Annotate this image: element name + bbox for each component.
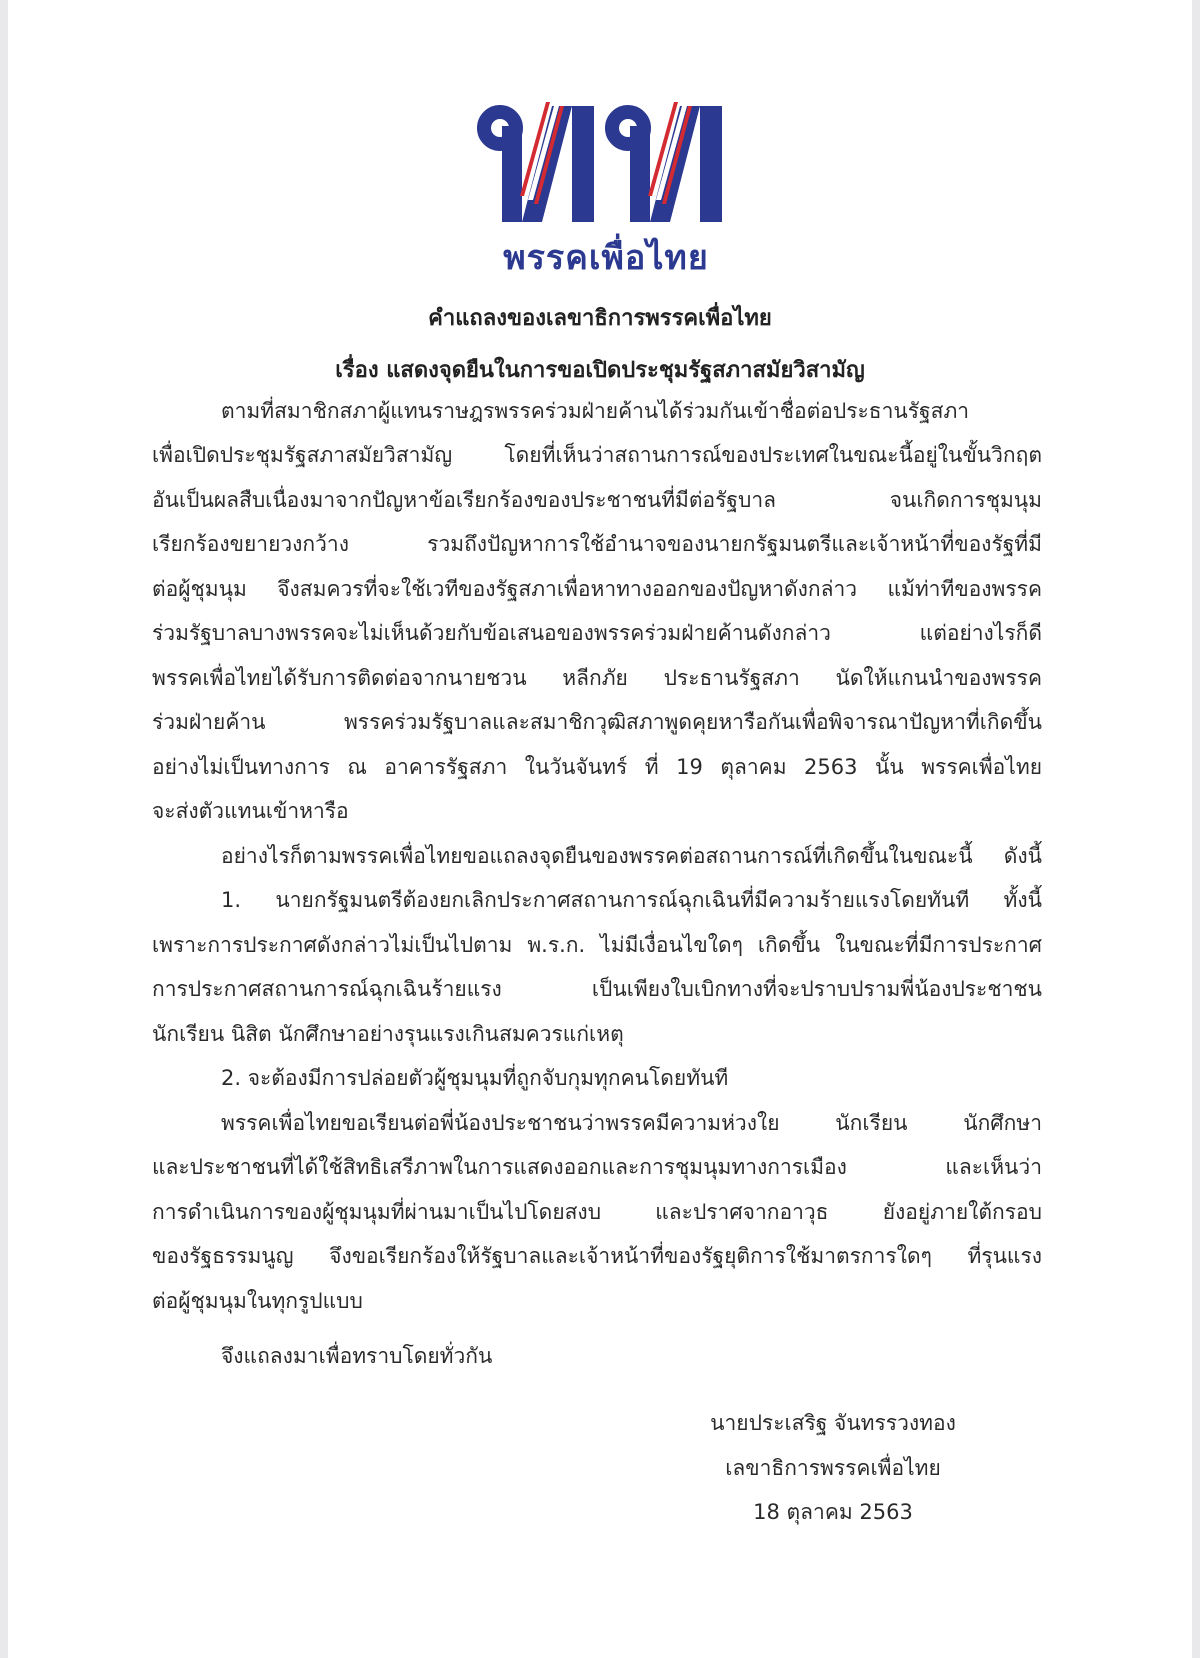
paragraph-1-line: เรียกร้องขยายวงกว้าง รวมถึงปัญหาการใช้อำนาจของนายกรัฐมนตรีและเจ้าหน้าที่ของรัฐที่มี xyxy=(152,532,1042,556)
paragraph-1-line: เพื่อเปิดประชุมรัฐสภาสมัยวิสามัญ โดยที่เห็นว่าสถานการณ์ของประเทศในขณะนี้อยู่ในขั้นวิกฤต xyxy=(152,443,1042,467)
document-page xyxy=(8,0,1192,1658)
party-name-logotype: พรรคเพื่อไทย xyxy=(503,238,709,278)
paragraph-1-line: ร่วมฝ่ายค้าน พรรคร่วมรัฐบาลและสมาชิกวุฒิสภาพูดคุยหารือกันเพื่อพิจารณาปัญหาที่เกิดขึ้น xyxy=(152,710,1042,734)
paragraph-1-line: ต่อผู้ชุมนุม จึงสมควรที่จะใช้เวทีของรัฐสภาเพื่อหาทางออกของปัญหาดังกล่าว แม้ท่าทีของพรรค xyxy=(152,577,1042,601)
point-2-line: 2. จะต้องมีการปล่อยตัวผู้ชุมนุมที่ถูกจับกุมทุกคนโดยทันที xyxy=(221,1066,729,1090)
paragraph-3-line: ต่อผู้ชุมนุมในทุกรูปแบบ xyxy=(152,1289,363,1313)
point-1-line: การประกาศสถานการณ์ฉุกเฉินร้ายแรง เป็นเพียงใบเบิกทางที่จะปราบปรามพี่น้องประชาชน xyxy=(152,977,1042,1001)
point-1-line: 1. นายกรัฐมนตรีต้องยกเลิกประกาศสถานการณ์ฉุกเฉินที่มีความร้ายแรงโดยทันที ทั้งนี้ xyxy=(221,888,1042,912)
paragraph-2-line: อย่างไรก็ตามพรรคเพื่อไทยขอแถลงจุดยืนของพรรคต่อสถานการณ์ที่เกิดขึ้นในขณะนี้ ดังนี้ xyxy=(221,844,1042,868)
document-subject: เรื่อง แสดงจุดยืนในการขอเปิดประชุมรัฐสภาสมัยวิสามัญ xyxy=(335,358,865,383)
paragraph-1-line: อย่างไม่เป็นทางการ ณ อาคารรัฐสภา ในวันจันทร์ ที่ 19 ตุลาคม 2563 นั้น พรรคเพื่อไทย xyxy=(152,755,1042,779)
document-title: คำแถลงของเลขาธิการพรรคเพื่อไทย xyxy=(428,306,772,331)
closing-line: จึงแถลงมาเพื่อทราบโดยทั่วกัน xyxy=(221,1344,493,1368)
point-1-line: เพราะการประกาศดังกล่าวไม่เป็นไปตาม พ.ร.ก. ไม่มีเงื่อนไขใดๆ เกิดขึ้น ในขณะที่มีการประกาศ xyxy=(152,933,1042,957)
paragraph-3-line: พรรคเพื่อไทยขอเรียนต่อพี่น้องประชาชนว่าพรรคมีความห่วงใย นักเรียน นักศึกษา xyxy=(221,1111,1042,1135)
paragraph-3-line: การดำเนินการของผู้ชุมนุมที่ผ่านมาเป็นไปโดยสงบ และปราศจากอาวุธ ยังอยู่ภายใต้กรอบ xyxy=(152,1200,1042,1224)
paragraph-3-line: และประชาชนที่ได้ใช้สิทธิเสรีภาพในการแสดงออกและการชุมนุมทางการเมือง และเห็นว่า xyxy=(152,1155,1042,1179)
paragraph-1-line: ตามที่สมาชิกสภาผู้แทนราษฎรพรรคร่วมฝ่ายค้านได้ร่วมกันเข้าชื่อต่อประธานรัฐสภา xyxy=(221,399,970,423)
statement-date: 18 ตุลาคม 2563 xyxy=(753,1500,913,1524)
paragraph-1-line: อันเป็นผลสืบเนื่องมาจากปัญหาข้อเรียกร้องของประชาชนที่มีต่อรัฐบาล จนเกิดการชุมนุม xyxy=(152,488,1042,512)
signatory-position: เลขาธิการพรรคเพื่อไทย xyxy=(725,1456,941,1480)
point-1-line: นักเรียน นิสิต นักศึกษาอย่างรุนแรงเกินสมควรแก่เหตุ xyxy=(152,1022,624,1046)
paragraph-1-line: พรรคเพื่อไทยได้รับการติดต่อจากนายชวน หลีกภัย ประธานรัฐสภา นัดให้แกนนำของพรรค xyxy=(152,666,1042,690)
party-logo xyxy=(476,100,736,280)
paragraph-1-line: ร่วมรัฐบาลบางพรรคจะไม่เห็นด้วยกับข้อเสนอของพรรคร่วมฝ่ายค้านดังกล่าว แต่อย่างไรก็ดี xyxy=(152,621,1042,645)
paragraph-1-line: จะส่งตัวแทนเข้าหารือ xyxy=(152,799,349,823)
pheu-thai-logo-mark-icon xyxy=(476,100,736,230)
signatory-name: นายประเสริฐ จันทรรวงทอง xyxy=(710,1411,956,1435)
paragraph-3-line: ของรัฐธรรมนูญ จึงขอเรียกร้องให้รัฐบาลและเจ้าหน้าที่ของรัฐยุติการใช้มาตรการใดๆ ที่รุนแรง xyxy=(152,1244,1042,1268)
